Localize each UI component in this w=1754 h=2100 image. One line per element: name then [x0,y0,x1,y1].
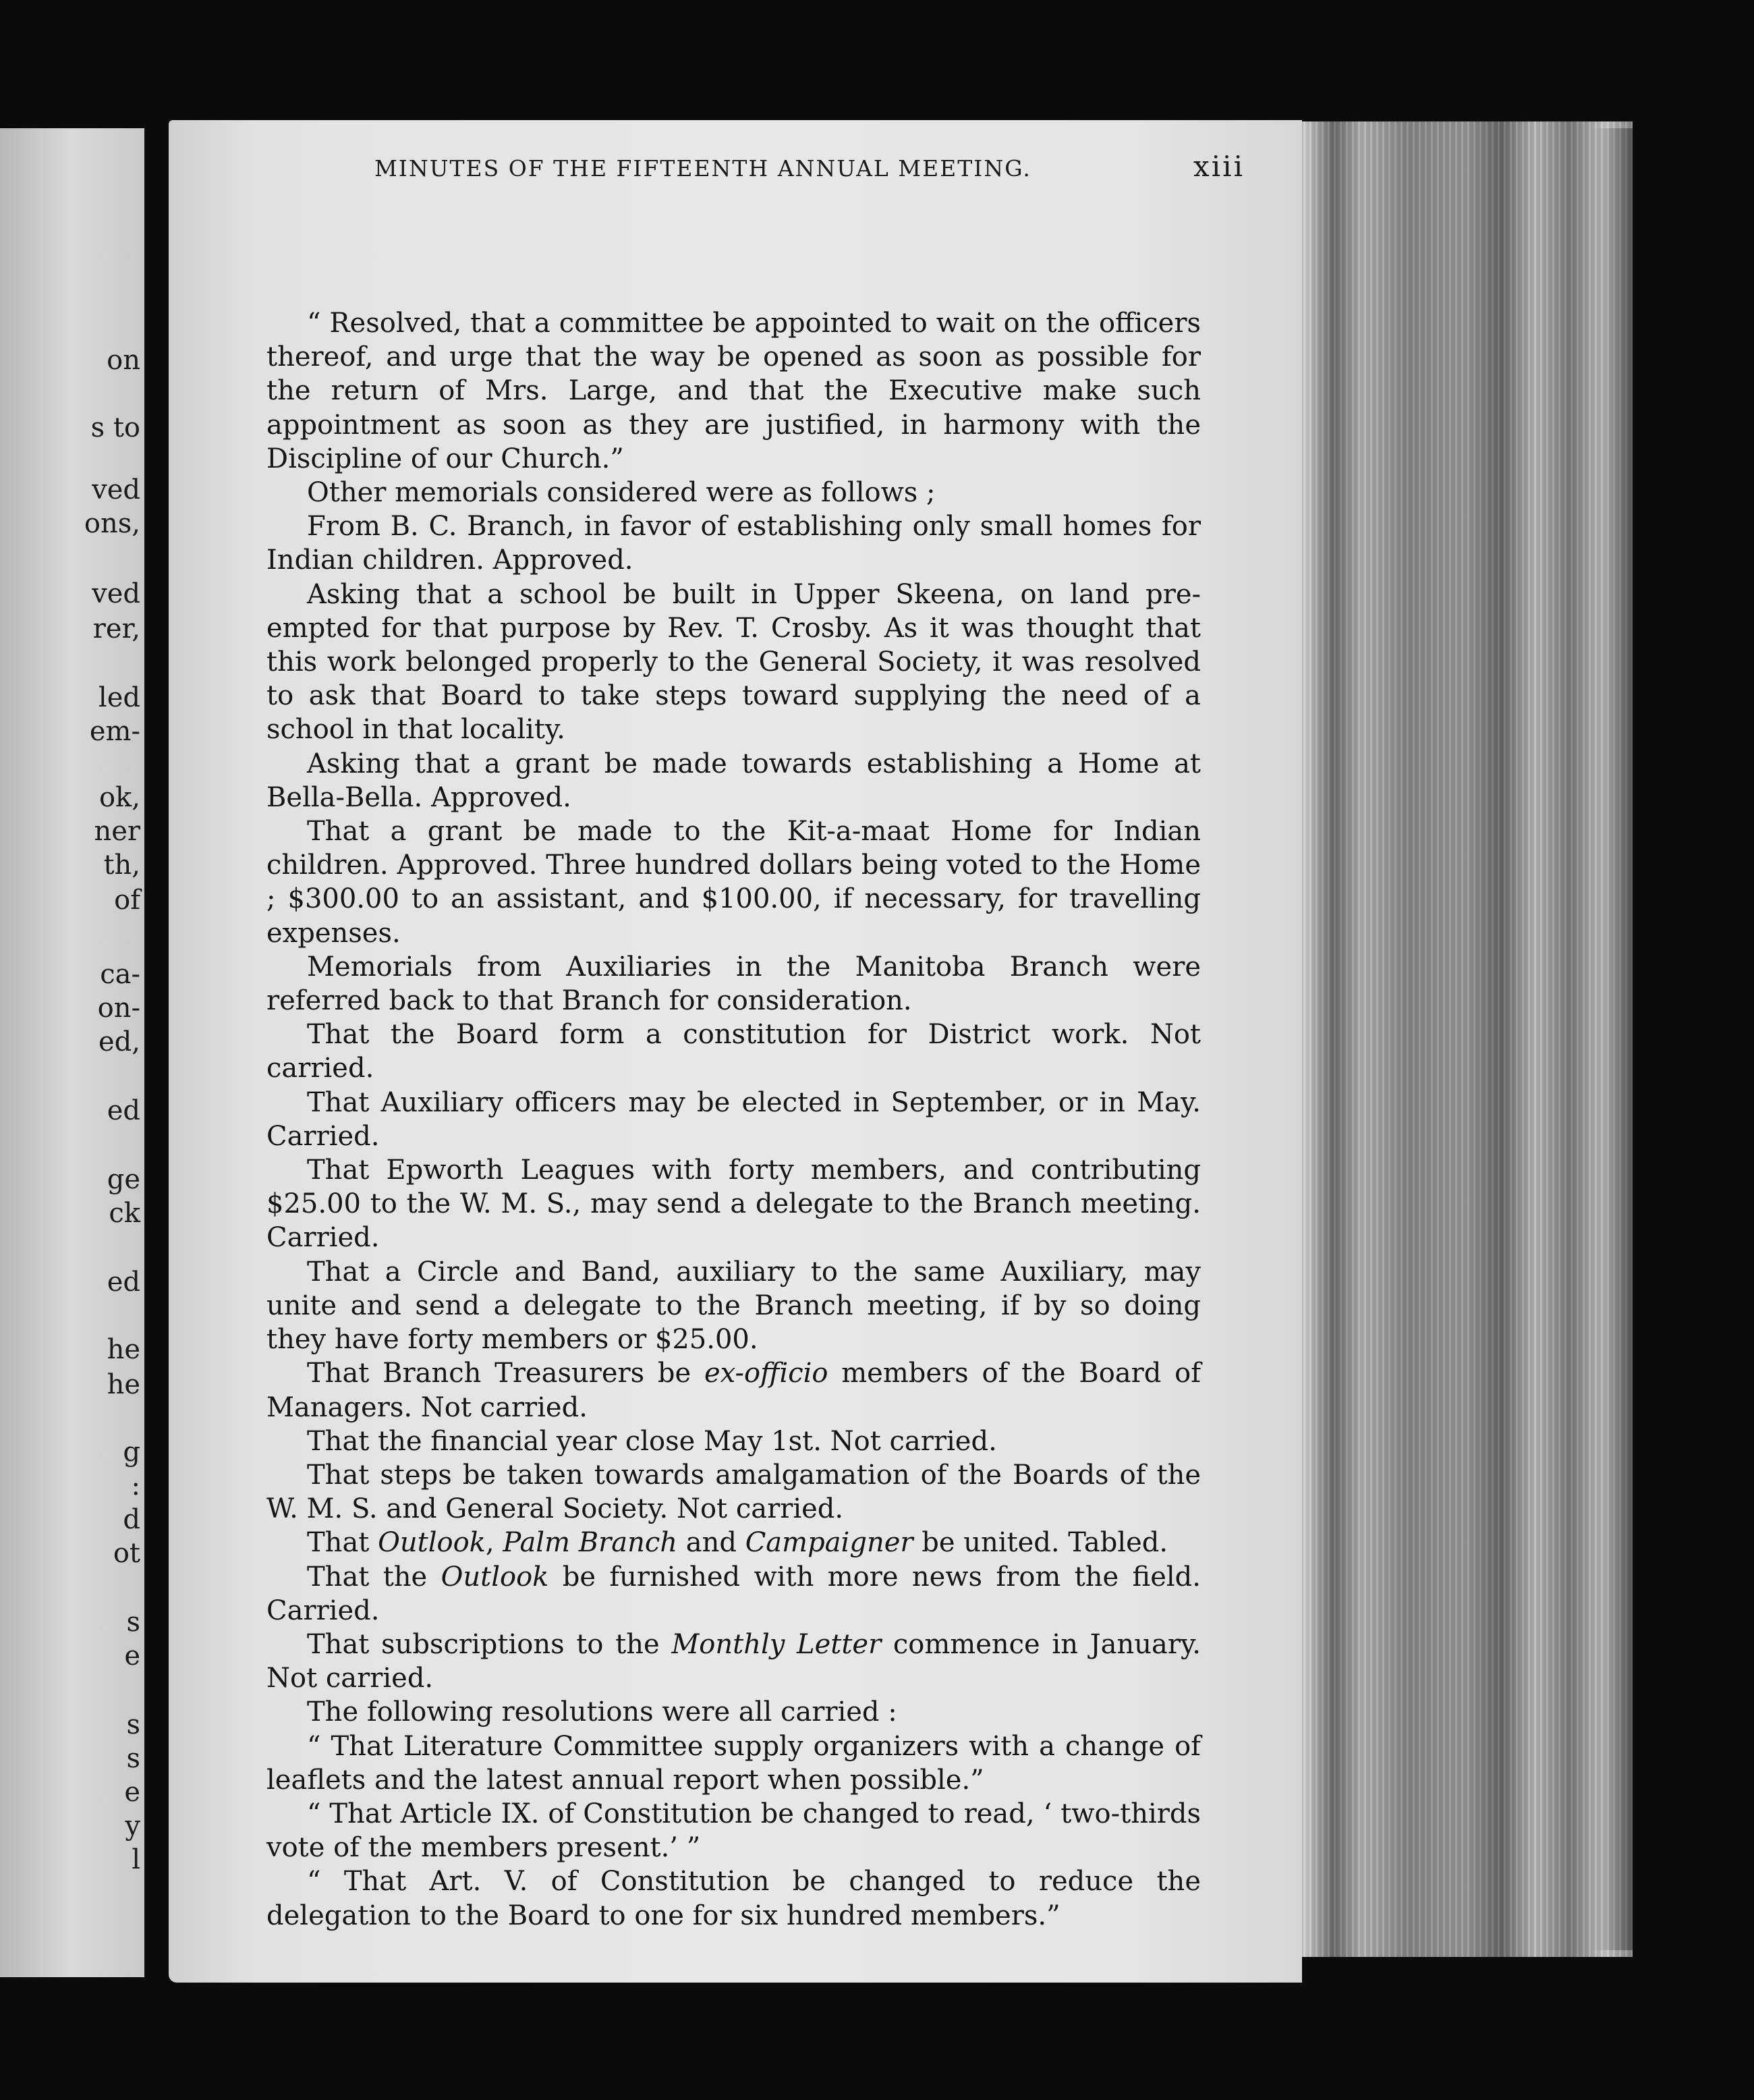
paragraph [266,1458,1201,1526]
paragraph-text: be united. Tabled. [913,1527,1168,1559]
left-page-text-fragment: of [114,885,140,916]
paragraph [266,509,1201,577]
book-edge-shadow [1592,128,1633,1950]
left-page-text-fragment: ner [94,816,140,847]
left-page-text-fragment: ved [92,474,140,505]
paragraph [266,1526,1201,1559]
paragraph-text: That the Board form a constitution for District work. Not carried. [266,1019,1201,1084]
paragraph [266,1797,1201,1864]
left-page-text-fragment: led [98,682,140,713]
left-page-text-fragment: : [131,1470,140,1501]
left-page-text-fragment: ok, [98,782,140,813]
italic-title-text: Monthly Letter [671,1628,882,1660]
left-page-text-fragment: e [124,1777,140,1808]
left-page-margin [0,128,144,1977]
body-text [266,306,1201,1933]
paragraph-text: be furnished with more news from the field. Carried. [266,1561,1201,1626]
paragraph-text: That Auxiliary officers may be elected in September, or in May. Carried. [266,1086,1201,1152]
book-page-edges [1285,121,1633,1957]
paragraph-text: That the [307,1561,441,1593]
left-page-text-fragment: on [107,345,140,376]
paragraph [266,1628,1201,1695]
italic-title-text: Outlook [378,1527,486,1559]
paragraph-text: Asking that a grant be made towards establishing a Home at Bella-Bella. Approved. [266,748,1201,813]
left-page-text-fragment: ck [109,1198,140,1229]
left-page-text-fragment: e [124,1640,140,1671]
paragraph-text: That [307,1527,378,1559]
paragraph [266,1018,1201,1085]
paragraph [266,1425,1201,1458]
paragraph [266,814,1201,950]
left-page-text-fragment: ed [107,1267,140,1298]
page-number: xiii [1193,150,1245,183]
italic-title-text: Outlook [441,1561,549,1593]
paragraph-text: Asking that a school be built in Upper Skeena, on land pre-empted for that purpose by Rev. T. Crosby. As it was thought that this work belonged properly to the General Society, it was resolved to ask that Board to take steps toward supplying the need of a school in that locality. [266,578,1201,746]
paragraph-text: The following resolutions were all carried : [307,1696,897,1728]
paragraph-text: commence in January. Not carried. [266,1628,1201,1694]
left-page-text-fragment: s [126,1743,140,1774]
italic-title-text: Campaigner [745,1527,913,1559]
paragraph-text: Other memorials considered were as follows ; [307,477,936,509]
book-page [169,120,1302,1983]
left-page-text-fragment: em- [89,716,140,747]
paragraph-text: “ That Article IX. of Constitution be changed to read, ‘ two-thirds vote of the members present.’ ” [266,1798,1201,1864]
paragraph-text: “ That Literature Committee supply organizers with a change of leaflets and the latest annual report when possible.” [266,1730,1201,1796]
left-page-text-fragment: ved [92,578,140,609]
paragraph-text: and [677,1527,745,1559]
paragraph-text: , [485,1527,503,1559]
left-page-text-fragment: ot [113,1538,140,1569]
paragraph-text: Memorials from Auxiliaries in the Manitoba Branch were referred back to that Branch for consideration. [266,951,1201,1017]
paragraph-text: That Epworth Leagues with forty members, and contributing $25.00 to the W. M. S., may send a delegate to the Branch meeting. Carried. [266,1155,1201,1254]
left-page-text-fragment: he [107,1369,140,1400]
paragraph [266,1864,1201,1932]
paragraph-text: That subscriptions to the [307,1628,672,1660]
left-page-text-fragment: g [123,1437,140,1468]
paragraph-text: That the financial year close May 1st. Not carried. [307,1425,997,1457]
left-page-text-fragment: y [125,1811,140,1842]
paragraph-text: That Branch Treasurers be [307,1358,704,1389]
paragraph-text: That a Circle and Band, auxiliary to the same Auxiliary, may unite and send a delegate to the Branch meeting, if by so doing they have forty members or $25.00. [266,1256,1201,1356]
paragraph [266,1356,1201,1424]
paragraph [266,476,1201,509]
paragraph [266,306,1201,476]
left-page-text-fragment: d [123,1504,140,1535]
paragraph-text: That steps be taken towards amalgamation of the Boards of the W. M. S. and General Society. Not carried. [266,1459,1201,1525]
left-page-text-fragment: s to [90,412,140,443]
running-title: MINUTES OF THE FIFTEENTH ANNUAL MEETING. [374,155,1031,182]
left-page-text-fragment: ed [107,1095,140,1126]
paragraph [266,578,1201,747]
left-page-text-fragment: ca- [100,959,140,990]
paragraph [266,1695,1201,1729]
left-page-text-fragment: he [107,1334,140,1365]
left-page-text-fragment: s [126,1607,140,1638]
paragraph [266,1560,1201,1628]
left-page-text-fragment: ge [107,1164,140,1195]
paragraph [266,1086,1201,1153]
left-page-text-fragment: l [132,1844,140,1875]
paragraph-text: From B. C. Branch, in favor of establishing only small homes for Indian children. Approved. [266,511,1201,576]
paragraph [266,1255,1201,1357]
left-page-text-fragment: th, [103,850,140,881]
running-header [374,150,1245,184]
left-page-text-fragment: rer, [92,613,140,644]
paragraph [266,747,1201,814]
left-page-text-fragment: ed, [98,1026,140,1057]
paragraph-text: “ That Art. V. of Constitution be changed to reduce the delegation to the Board to one for six hundred members.” [266,1866,1201,1931]
left-page-text-fragment: s [126,1709,140,1740]
paragraph [266,950,1201,1018]
paragraph-text: That a grant be made to the Kit-a-maat Home for Indian children. Approved. Three hundred dollars being voted to the Home ; $300.00 to an assistant, and $100.00, if necessary, for travelling expenses. [266,816,1201,949]
paragraph-text: members of the Board of Managers. Not carried. [266,1358,1201,1423]
italic-title-text: ex-officio [704,1358,828,1389]
paragraph [266,1153,1201,1255]
paragraph-text: “ Resolved, that a committee be appointed to wait on the officers thereof, and urge that the way be opened as soon as possible for the return of Mrs. Large, and that the Executive make such appointment as soon as they are justified, in harmony with the Discipline of our Church.” [266,308,1201,474]
paragraph [266,1730,1201,1797]
left-page-text-fragment: ons, [84,508,140,539]
left-page-text-fragment: on- [97,993,140,1024]
italic-title-text: Palm Branch [503,1527,678,1559]
